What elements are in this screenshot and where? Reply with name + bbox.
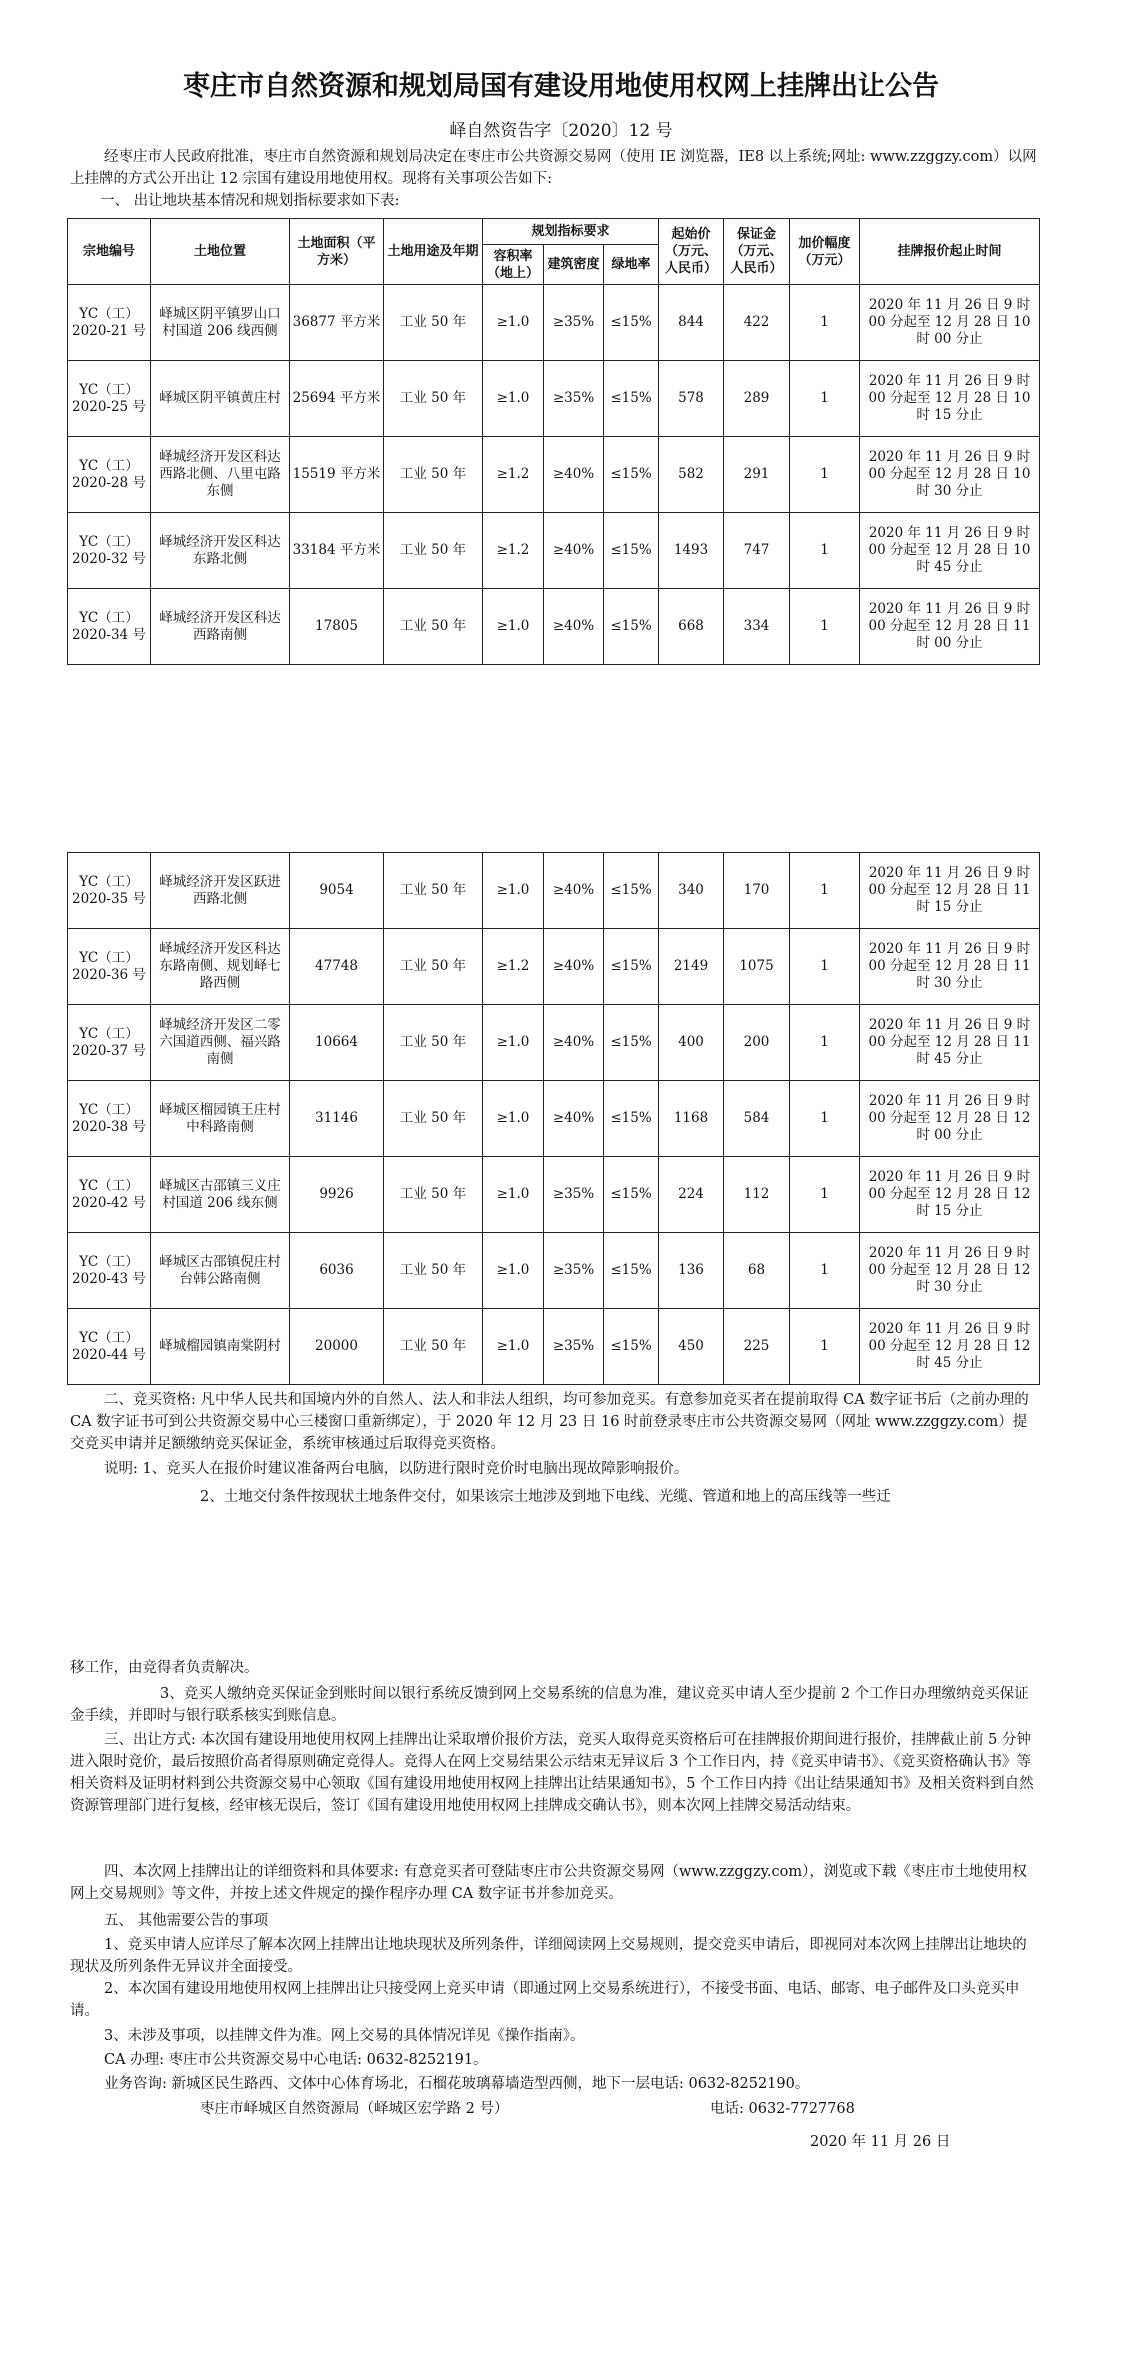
cell-deposit: 68 xyxy=(724,1233,790,1309)
bureau-phone: 电话: 0632-7727768 xyxy=(710,2101,855,2117)
header-green: 绿地率 xyxy=(604,245,659,285)
cell-location: 峄城经济开发区科达东路南侧、规划峄七路西侧 xyxy=(151,929,290,1005)
section-1-heading: 一、 出让地块基本情况和规划指标要求如下表: xyxy=(100,193,400,209)
cell-far: ≥1.2 xyxy=(483,437,544,513)
cell-density: ≥40% xyxy=(544,929,604,1005)
cell-start-price: 844 xyxy=(659,285,724,361)
table-row xyxy=(68,1157,1040,1233)
cell-area: 25694 平方米 xyxy=(290,361,384,437)
cell-far: ≥1.0 xyxy=(483,1081,544,1157)
cell-area: 6036 xyxy=(290,1233,384,1309)
cell-increment: 1 xyxy=(790,1309,860,1385)
cell-density: ≥35% xyxy=(544,1233,604,1309)
cell-start-price: 450 xyxy=(659,1309,724,1385)
land-table-part-2 xyxy=(67,852,1040,1385)
cell-parcel-no: YC（工）2020-44 号 xyxy=(68,1309,151,1385)
cell-deposit: 170 xyxy=(724,853,790,929)
other-item-1: 1、竞买申请人应详尽了解本次网上挂牌出让地块现状及所列条件，详细阅读网上交易规则，提交竞买申请后，即视同对本次网上挂牌出让地块的现状及所列条件无异议并全面接受。 xyxy=(70,1937,1027,1975)
table-row xyxy=(68,437,1040,513)
cell-use: 工业 50 年 xyxy=(384,1233,483,1309)
table-row xyxy=(68,1233,1040,1309)
cell-use: 工业 50 年 xyxy=(384,285,483,361)
issuing-bureau: 枣庄市峄城区自然资源局（峄城区宏学路 2 号） xyxy=(200,2101,509,2117)
cell-location: 峄城经济开发区二零六国道西侧、福兴路南侧 xyxy=(151,1005,290,1081)
cell-area: 20000 xyxy=(290,1309,384,1385)
cell-area: 17805 xyxy=(290,589,384,665)
document-number: 峄自然资告字〔2020〕12 号 xyxy=(449,121,673,141)
cell-green: ≤15% xyxy=(604,853,659,929)
table-row xyxy=(68,853,1040,929)
cell-start-price: 668 xyxy=(659,589,724,665)
cell-far: ≥1.0 xyxy=(483,1005,544,1081)
cell-density: ≥40% xyxy=(544,853,604,929)
cell-location: 峄城区阴平镇黄庄村 xyxy=(151,361,290,437)
header-use: 土地用途及年期 xyxy=(384,219,483,285)
cell-density: ≥35% xyxy=(544,1157,604,1233)
cell-listing-time: 2020 年 11 月 26 日 9 时 00 分起至 12 月 28 日 10 时 45 分止 xyxy=(860,513,1040,589)
cell-density: ≥35% xyxy=(544,361,604,437)
cell-increment: 1 xyxy=(790,1005,860,1081)
issue-date: 2020 年 11 月 26 日 xyxy=(810,2134,951,2150)
cell-density: ≥40% xyxy=(544,513,604,589)
cell-deposit: 112 xyxy=(724,1157,790,1233)
details-paragraph: 四、本次网上挂牌出让的详细资料和具体要求: 有意竞买者可登陆枣庄市公共资源交易网（www.zzggzy.com），浏览或下载《枣庄市土地使用权网上交易规则》等文件，并按上述文件规定的操作程序办理 CA 数字证书并参加竞买。 xyxy=(70,1864,1027,1902)
cell-green: ≤15% xyxy=(604,361,659,437)
cell-parcel-no: YC（工）2020-21 号 xyxy=(68,285,151,361)
cell-density: ≥40% xyxy=(544,437,604,513)
header-parcel-no: 宗地编号 xyxy=(68,219,151,285)
cell-listing-time: 2020 年 11 月 26 日 9 时 00 分起至 12 月 28 日 12 时 00 分止 xyxy=(860,1081,1040,1157)
cell-area: 33184 平方米 xyxy=(290,513,384,589)
cell-increment: 1 xyxy=(790,929,860,1005)
qualification-paragraph: 二、竞买资格: 凡中华人民共和国境内外的自然人、法人和非法人组织，均可参加竞买。有意参加竞买者在提前取得 CA 数字证书后（之前办理的 CA 数字证书可到公共资源交易中心三楼窗口重新绑定），于 2020 年 12 月 23 日 16 时前登录枣庄市公共资源交易网（网址 www.zzggzy.com）提交竞买申请并足额缴纳竞买保证金，系统审核通过后取得竞买资格。 xyxy=(70,1392,1029,1452)
cell-density: ≥35% xyxy=(544,285,604,361)
cell-use: 工业 50 年 xyxy=(384,1081,483,1157)
cell-area: 10664 xyxy=(290,1005,384,1081)
cell-far: ≥1.0 xyxy=(483,853,544,929)
cell-deposit: 289 xyxy=(724,361,790,437)
cell-use: 工业 50 年 xyxy=(384,589,483,665)
cell-start-price: 582 xyxy=(659,437,724,513)
cell-listing-time: 2020 年 11 月 26 日 9 时 00 分起至 12 月 28 日 11 时 45 分止 xyxy=(860,1005,1040,1081)
header-deposit: 保证金（万元、人民币） xyxy=(724,219,790,285)
cell-deposit: 291 xyxy=(724,437,790,513)
cell-green: ≤15% xyxy=(604,1005,659,1081)
table-row xyxy=(68,929,1040,1005)
table-row xyxy=(68,1005,1040,1081)
cell-parcel-no: YC（工）2020-25 号 xyxy=(68,361,151,437)
cell-location: 峄城区榴园镇王庄村中科路南侧 xyxy=(151,1081,290,1157)
cell-location: 峄城区阴平镇罗山口村国道 206 线西侧 xyxy=(151,285,290,361)
table-row xyxy=(68,285,1040,361)
cell-listing-time: 2020 年 11 月 26 日 9 时 00 分起至 12 月 28 日 11 时 15 分止 xyxy=(860,853,1040,929)
cell-density: ≥40% xyxy=(544,1005,604,1081)
cell-far: ≥1.0 xyxy=(483,361,544,437)
cell-parcel-no: YC（工）2020-37 号 xyxy=(68,1005,151,1081)
cell-listing-time: 2020 年 11 月 26 日 9 时 00 分起至 12 月 28 日 12 时 30 分止 xyxy=(860,1233,1040,1309)
cell-green: ≤15% xyxy=(604,1233,659,1309)
cell-density: ≥35% xyxy=(544,1309,604,1385)
page-title: 枣庄市自然资源和规划局国有建设用地使用权网上挂牌出让公告 xyxy=(183,71,939,102)
cell-start-price: 2149 xyxy=(659,929,724,1005)
cell-listing-time: 2020 年 11 月 26 日 9 时 00 分起至 12 月 28 日 11 时 30 分止 xyxy=(860,929,1040,1005)
cell-parcel-no: YC（工）2020-35 号 xyxy=(68,853,151,929)
cell-far: ≥1.0 xyxy=(483,1157,544,1233)
cell-density: ≥40% xyxy=(544,1081,604,1157)
cell-start-price: 224 xyxy=(659,1157,724,1233)
cell-use: 工业 50 年 xyxy=(384,513,483,589)
table-row xyxy=(68,361,1040,437)
consult-contact: 业务咨询: 新城区民生路西、文体中心体育场北，石榴花玻璃幕墙造型西侧，地下一层电话: 0632-8252190。 xyxy=(104,2076,810,2092)
cell-deposit: 584 xyxy=(724,1081,790,1157)
cell-deposit: 200 xyxy=(724,1005,790,1081)
header-density: 建筑密度 xyxy=(544,245,604,285)
cell-listing-time: 2020 年 11 月 26 日 9 时 00 分起至 12 月 28 日 11 时 00 分止 xyxy=(860,589,1040,665)
cell-start-price: 1493 xyxy=(659,513,724,589)
cell-deposit: 334 xyxy=(724,589,790,665)
cell-deposit: 225 xyxy=(724,1309,790,1385)
cell-parcel-no: YC（工）2020-42 号 xyxy=(68,1157,151,1233)
cell-green: ≤15% xyxy=(604,513,659,589)
cell-far: ≥1.0 xyxy=(483,589,544,665)
note-1: 说明: 1、竞买人在报价时建议准备两台电脑，以防进行限时竞价时电脑出现故障影响报价。 xyxy=(104,1461,689,1477)
cell-increment: 1 xyxy=(790,853,860,929)
cell-increment: 1 xyxy=(790,361,860,437)
land-table-part-1 xyxy=(67,218,1040,665)
cell-green: ≤15% xyxy=(604,285,659,361)
cell-area: 9054 xyxy=(290,853,384,929)
cell-increment: 1 xyxy=(790,285,860,361)
cell-use: 工业 50 年 xyxy=(384,1005,483,1081)
table-row xyxy=(68,1309,1040,1385)
cell-location: 峄城榴园镇南棠阴村 xyxy=(151,1309,290,1385)
cell-parcel-no: YC（工）2020-34 号 xyxy=(68,589,151,665)
cell-area: 47748 xyxy=(290,929,384,1005)
cell-location: 峄城经济开发区跃进西路北侧 xyxy=(151,853,290,929)
cell-start-price: 1168 xyxy=(659,1081,724,1157)
header-time: 挂牌报价起止时间 xyxy=(860,219,1040,285)
cell-area: 9926 xyxy=(290,1157,384,1233)
cell-green: ≤15% xyxy=(604,589,659,665)
ca-contact: CA 办理: 枣庄市公共资源交易中心电话: 0632-8252191。 xyxy=(104,2052,488,2068)
cell-far: ≥1.2 xyxy=(483,513,544,589)
cell-use: 工业 50 年 xyxy=(384,1309,483,1385)
cell-area: 31146 xyxy=(290,1081,384,1157)
intro-paragraph: 经枣庄市人民政府批准，枣庄市自然资源和规划局决定在枣庄市公共资源交易网（使用 IE 浏览器，IE8 以上系统;网址: www.zzggzy.com）以网上挂牌的方式公开出让 12 宗国有建设用地使用权。现将有关事项公告如下: xyxy=(70,149,1037,187)
cell-start-price: 578 xyxy=(659,361,724,437)
cell-location: 峄城区古邵镇倪庄村台韩公路南侧 xyxy=(151,1233,290,1309)
cell-increment: 1 xyxy=(790,1157,860,1233)
header-location: 土地位置 xyxy=(151,219,290,285)
cell-deposit: 422 xyxy=(724,285,790,361)
cell-start-price: 340 xyxy=(659,853,724,929)
cell-use: 工业 50 年 xyxy=(384,361,483,437)
cell-location: 峄城经济开发区科达西路北侧、八里屯路东侧 xyxy=(151,437,290,513)
cell-parcel-no: YC（工）2020-32 号 xyxy=(68,513,151,589)
cell-area: 15519 平方米 xyxy=(290,437,384,513)
cell-location: 峄城经济开发区科达东路北侧 xyxy=(151,513,290,589)
table-row xyxy=(68,589,1040,665)
cell-parcel-no: YC（工）2020-36 号 xyxy=(68,929,151,1005)
cell-deposit: 747 xyxy=(724,513,790,589)
cell-far: ≥1.0 xyxy=(483,1233,544,1309)
cell-use: 工业 50 年 xyxy=(384,929,483,1005)
cell-location: 峄城区古邵镇三义庄村国道 206 线东侧 xyxy=(151,1157,290,1233)
other-item-2: 2、本次国有建设用地使用权网上挂牌出让只接受网上竞买申请（即通过网上交易系统进行），不接受书面、电话、邮寄、电子邮件及口头竞买申请。 xyxy=(70,1981,1020,2019)
note-2-line-2: 移工作，由竞得者负责解决。 xyxy=(70,1660,259,1676)
cell-green: ≤15% xyxy=(604,1309,659,1385)
cell-use: 工业 50 年 xyxy=(384,437,483,513)
cell-green: ≤15% xyxy=(604,437,659,513)
cell-far: ≥1.0 xyxy=(483,285,544,361)
header-start-price: 起始价（万元、人民币） xyxy=(659,219,724,285)
note-2-line-1: 2、土地交付条件按现状土地条件交付，如果该宗土地涉及到地下电线、光缆、管道和地上的高压线等一些迁 xyxy=(200,1489,891,1505)
cell-increment: 1 xyxy=(790,437,860,513)
cell-increment: 1 xyxy=(790,589,860,665)
cell-green: ≤15% xyxy=(604,1157,659,1233)
cell-listing-time: 2020 年 11 月 26 日 9 时 00 分起至 12 月 28 日 10 时 00 分止 xyxy=(860,285,1040,361)
table-row xyxy=(68,1081,1040,1157)
table-row xyxy=(68,513,1040,589)
cell-listing-time: 2020 年 11 月 26 日 9 时 00 分起至 12 月 28 日 12 时 15 分止 xyxy=(860,1157,1040,1233)
cell-green: ≤15% xyxy=(604,929,659,1005)
note-3: 3、竞买人缴纳竞买保证金到账时间以银行系统反馈到网上交易系统的信息为准，建议竞买申请人至少提前 2 个工作日办理缴纳竞买保证金手续，并即时与银行联系核实到账信息。 xyxy=(70,1686,1029,1724)
cell-far: ≥1.0 xyxy=(483,1309,544,1385)
cell-deposit: 1075 xyxy=(724,929,790,1005)
cell-parcel-no: YC（工）2020-38 号 xyxy=(68,1081,151,1157)
cell-density: ≥40% xyxy=(544,589,604,665)
header-planning: 规划指标要求 xyxy=(483,219,659,245)
header-area: 土地面积（平方米） xyxy=(290,219,384,285)
cell-use: 工业 50 年 xyxy=(384,1157,483,1233)
section-5-heading: 五、 其他需要公告的事项 xyxy=(104,1913,269,1929)
cell-start-price: 136 xyxy=(659,1233,724,1309)
cell-use: 工业 50 年 xyxy=(384,853,483,929)
cell-green: ≤15% xyxy=(604,1081,659,1157)
header-increment: 加价幅度（万元） xyxy=(790,219,860,285)
cell-parcel-no: YC（工）2020-43 号 xyxy=(68,1233,151,1309)
cell-far: ≥1.2 xyxy=(483,929,544,1005)
cell-increment: 1 xyxy=(790,513,860,589)
method-paragraph: 三、出让方式: 本次国有建设用地使用权网上挂牌出让采取增价报价方法，竞买人取得竞买资格后可在挂牌报价期间进行报价，挂牌截止前 5 分钟进入限时竞价，最后按照价高者得原则确定竞得人。竞得人在网上交易结果公示结束无异议后 3 个工作日内，持《竞买申请书》、《竞买资格确认书》等相关资料及证明材料到公共资源交易中心领取《国有建设用地使用权网上挂牌出让结果通知书》，5 个工作日内持《出让结果通知书》及相关资料到自然资源管理部门进行复核，经审核无误后，签订《国有建设用地使用权网上挂牌成交确认书》，则本次网上挂牌交易活动结束。 xyxy=(70,1732,1034,1814)
cell-area: 36877 平方米 xyxy=(290,285,384,361)
cell-start-price: 400 xyxy=(659,1005,724,1081)
other-item-3: 3、未涉及事项，以挂牌文件为准。网上交易的具体情况详见《操作指南》。 xyxy=(104,2028,585,2044)
cell-increment: 1 xyxy=(790,1233,860,1309)
header-far: 容积率（地上） xyxy=(483,245,544,285)
cell-listing-time: 2020 年 11 月 26 日 9 时 00 分起至 12 月 28 日 10 时 30 分止 xyxy=(860,437,1040,513)
cell-listing-time: 2020 年 11 月 26 日 9 时 00 分起至 12 月 28 日 10 时 15 分止 xyxy=(860,361,1040,437)
cell-listing-time: 2020 年 11 月 26 日 9 时 00 分起至 12 月 28 日 12 时 45 分止 xyxy=(860,1309,1040,1385)
cell-location: 峄城经济开发区科达西路南侧 xyxy=(151,589,290,665)
cell-increment: 1 xyxy=(790,1081,860,1157)
cell-parcel-no: YC（工）2020-28 号 xyxy=(68,437,151,513)
